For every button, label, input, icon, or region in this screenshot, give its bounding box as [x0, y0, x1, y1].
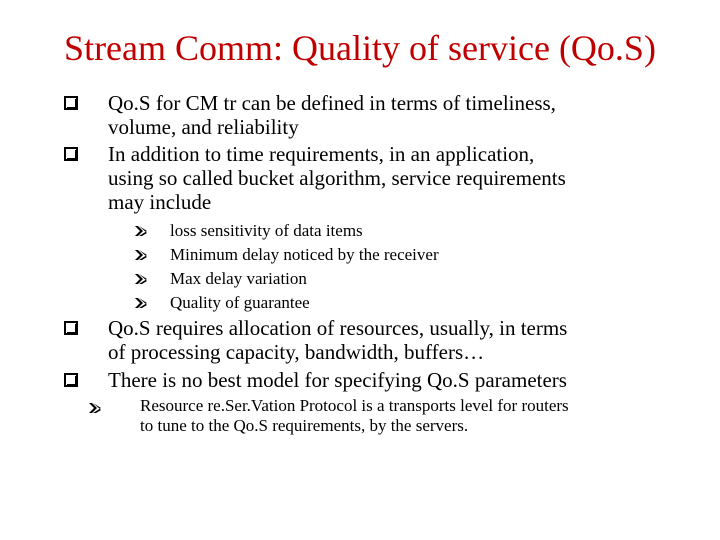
arrow-bullet-icon [88, 401, 102, 415]
square-bullet-icon [64, 147, 78, 161]
arrow-bullet-icon [134, 272, 148, 286]
bullet-line: of processing capacity, bandwidth, buffers… [108, 340, 485, 364]
sub-item-quality-of-guarantee: Quality of guarantee [170, 293, 310, 312]
bullet-line: Qo.S for CM tr can be defined in terms of timeliness, [108, 91, 556, 115]
arrow-bullet-icon [134, 296, 148, 310]
bullet-line: There is no best model for specifying Qo.S parameters [108, 368, 567, 392]
rsvp-note-line-1: Resource re.Ser.Vation Protocol is a transports level for routers [140, 396, 569, 415]
sub-item-max-delay-variation: Max delay variation [170, 269, 307, 288]
bullet-timeliness [108, 92, 668, 140]
bullet-no-best-model [108, 369, 688, 393]
bullet-line: In addition to time requirements, in an application, [108, 142, 535, 166]
slide-title: Stream Comm: Quality of service (Qo.S) [64, 28, 656, 68]
bullet-line: using so called bucket algorithm, service requirements [108, 166, 566, 190]
sub-item-loss-sensitivity: loss sensitivity of data items [170, 221, 363, 240]
sub-item-minimum-delay: Minimum delay noticed by the receiver [170, 245, 439, 264]
bullet-resource-allocation [108, 317, 698, 365]
square-bullet-icon [64, 373, 78, 387]
arrow-bullet-icon [134, 248, 148, 262]
square-bullet-icon [64, 321, 78, 335]
bullet-line: Qo.S requires allocation of resources, usually, in terms [108, 316, 568, 340]
arrow-bullet-icon [134, 224, 148, 238]
bullet-time-requirements [108, 143, 688, 215]
bullet-line: may include [108, 190, 212, 214]
bullet-line: volume, and reliability [108, 115, 299, 139]
rsvp-note-line-2: to tune to the Qo.S requirements, by the servers. [140, 416, 469, 435]
square-bullet-icon [64, 96, 78, 110]
